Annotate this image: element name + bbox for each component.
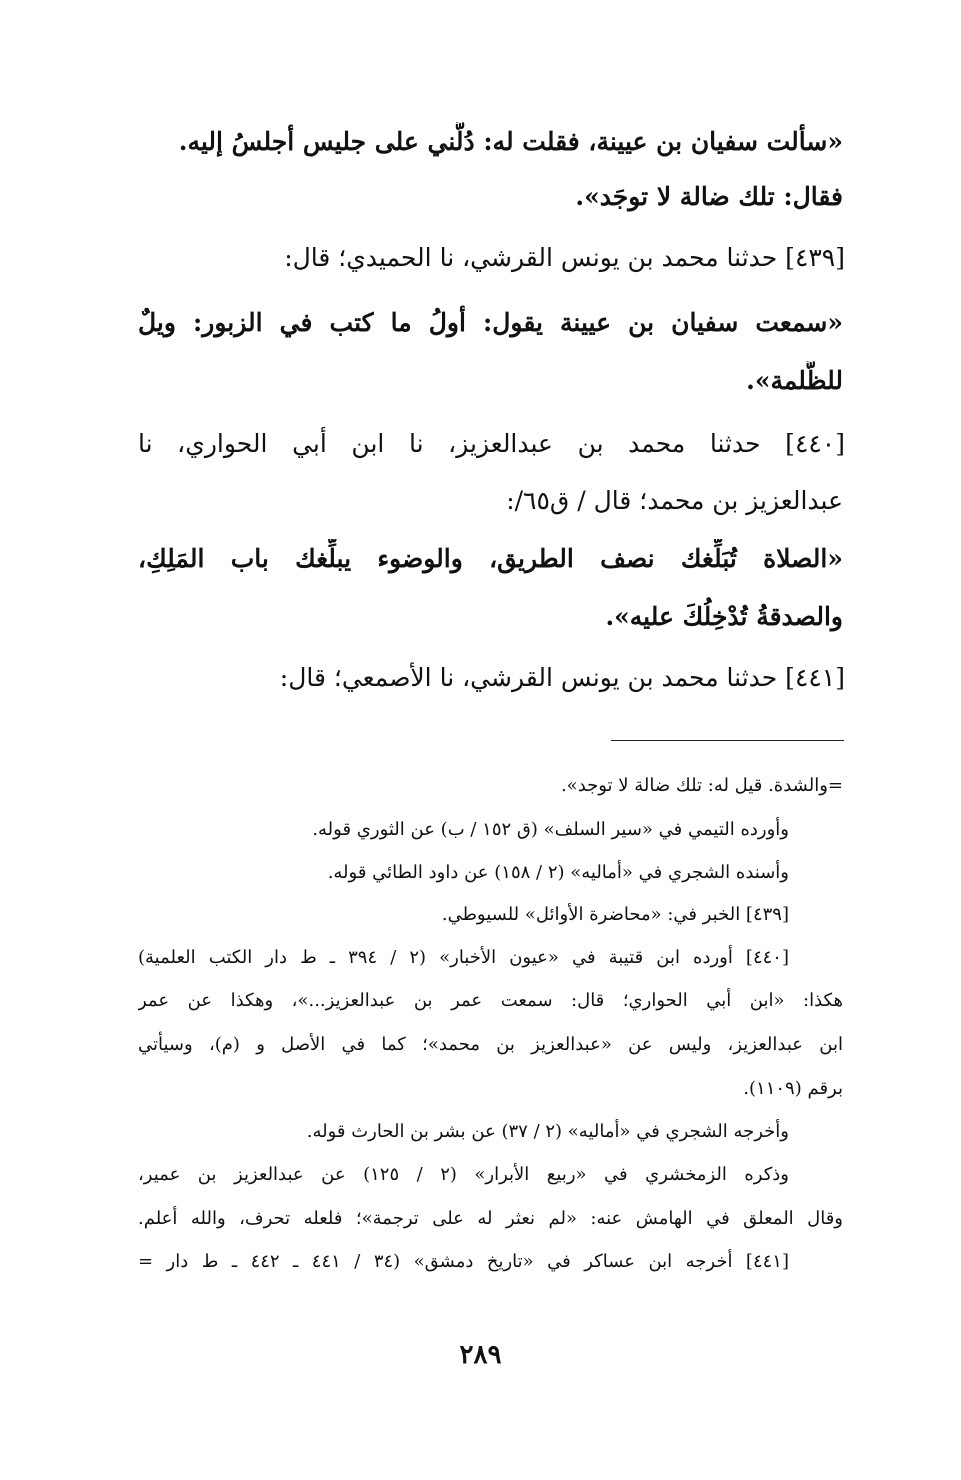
- footnote-line: وأسنده الشجري في «أماليه» (٢ / ١٥٨) عن داود الطائي قوله.: [327, 862, 789, 883]
- entry-440-line-1: [٤٤٠] حدثنا محمد بن عبدالعزيز، نا ابن أبي الحواري، نا: [138, 429, 845, 458]
- footnote-line: وذكره الزمخشري في «ربيع الأبرار» (٢ / ١٢٥) عن عبدالعزيز بن عمير،: [138, 1164, 789, 1185]
- footnote-line: برقم (١١٠٩).: [743, 1078, 843, 1099]
- quote-440-line-2: والصدقةُ تُدْخِلُكَ عليه».: [605, 602, 843, 631]
- quote-440-line-1: «الصلاة تُبَلِّغك نصف الطريق، والوضوء يبلِّغك باب المَلِكِ،: [138, 544, 843, 573]
- entry-441: [٤٤١] حدثنا محمد بن يونس القرشي، نا الأصمعي؛ قال:: [279, 663, 845, 692]
- footnote-line: [٤٣٩] الخبر في: «محاضرة الأوائل» للسيوطي.: [441, 904, 789, 925]
- quote-438-line-2: فقال: تلك ضالة لا توجَد».: [575, 182, 843, 211]
- entry-439: [٤٣٩] حدثنا محمد بن يونس القرشي، نا الحميدي؛ قال:: [284, 243, 845, 272]
- footnote-line: [٤٤١] أخرجه ابن عساكر في «تاريخ دمشق» (٣٤ / ٤٤١ ـ ٤٤٢ ـ ط دار =: [138, 1251, 789, 1272]
- quote-439-line-2: للظَّلمة».: [746, 366, 843, 395]
- footnote-line: [٤٤٠] أورده ابن قتيبة في «عيون الأخبار» (٢ / ٣٩٤ ـ ط دار الكتب العلمية): [138, 947, 789, 968]
- page-number: ٢٨٩: [459, 1340, 502, 1370]
- entry-440-line-2: عبدالعزيز بن محمد؛ قال / ق٦٥/:: [506, 486, 843, 515]
- footnote-separator: [611, 740, 844, 741]
- footnote-line: هكذا: «ابن أبي الحواري؛ قال: سمعت عمر بن عبدالعزيز...»، وهكذا عن عمر: [138, 990, 843, 1011]
- quote-439-line-1: «سمعت سفيان بن عيينة يقول: أولُ ما كتب في الزبور: ويلٌ: [138, 308, 843, 337]
- footnote-line: =والشدة. قيل له: تلك ضالة لا توجد».: [560, 775, 843, 796]
- footnote-line: وأورده التيمي في «سير السلف» (ق ١٥٢ / ب) عن الثوري قوله.: [312, 819, 789, 840]
- footnote-line: وأخرجه الشجري في «أماليه» (٢ / ٣٧) عن بشر بن الحارث قوله.: [306, 1121, 789, 1142]
- footnote-line: وقال المعلق في الهامش عنه: «لم نعثر له على ترجمة»؛ فلعله تحرف، والله أعلم.: [138, 1208, 843, 1229]
- quote-438-line-1: «سألت سفيان بن عيينة، فقلت له: دُلَّني على جليس أجلسُ إليه.: [178, 127, 843, 156]
- footnote-line: ابن عبدالعزيز، وليس عن «عبدالعزيز بن محمد»؛ كما في الأصل و (م)، وسيأتي: [138, 1034, 843, 1055]
